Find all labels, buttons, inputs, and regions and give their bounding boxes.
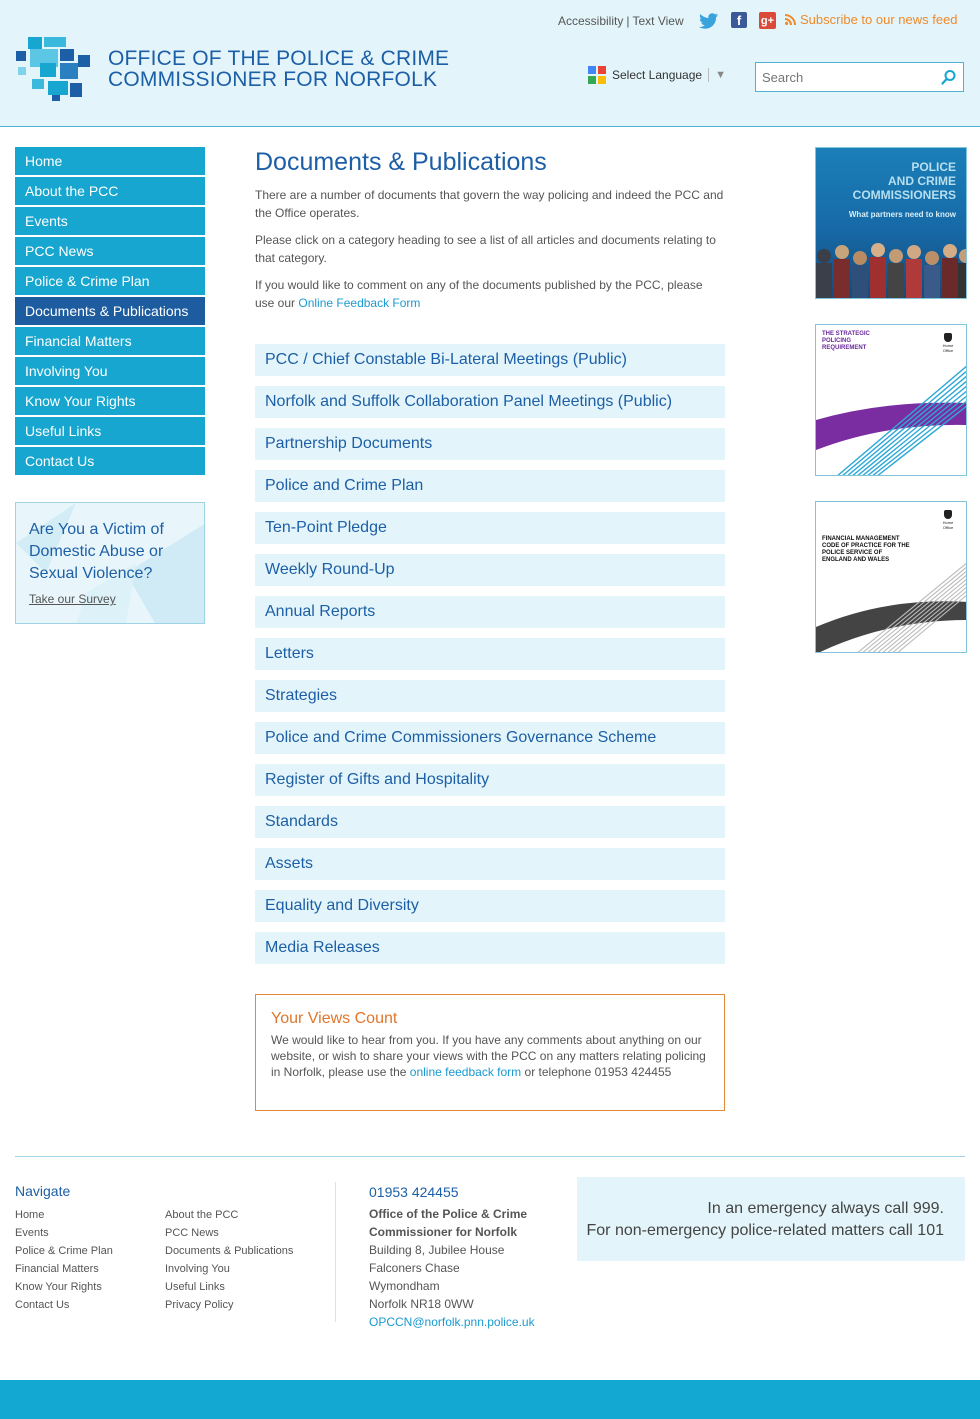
logo-line-2: COMMISSIONER FOR NORFOLK [108, 68, 438, 91]
take-survey-link[interactable]: Take our Survey [29, 592, 116, 606]
category-ten-point-pledge[interactable]: Ten-Point Pledge [255, 512, 725, 544]
category-standards[interactable]: Standards [255, 806, 725, 838]
nav-item-home[interactable]: Home [15, 147, 205, 175]
nav-item-financial-matters[interactable]: Financial Matters [15, 327, 205, 355]
doc3-swoosh-graphic [816, 502, 967, 653]
emergency-line-1: In an emergency always call 999. [707, 1200, 944, 1217]
category-assets[interactable]: Assets [255, 848, 725, 880]
logo-icon[interactable] [16, 37, 92, 101]
language-divider [708, 68, 709, 82]
footer-email-link[interactable]: OPCCN@norfolk.pnn.police.uk [369, 1315, 535, 1329]
address-line: Norfolk NR18 0WW [369, 1297, 474, 1311]
people-crowd-image [816, 236, 967, 299]
site-logo-text[interactable] [108, 48, 449, 90]
utility-links [558, 12, 684, 30]
category-weekly-round-up[interactable]: Weekly Round-Up [255, 554, 725, 586]
nav-item-contact-us[interactable]: Contact Us [15, 447, 205, 475]
address-line: Falconers Chase [369, 1261, 460, 1275]
footer-link-useful-links[interactable]: Useful Links [165, 1281, 225, 1293]
footer-link-pcc-news[interactable]: PCC News [165, 1227, 219, 1239]
category-governance-scheme[interactable]: Police and Crime Commissioners Governance Scheme [255, 722, 725, 754]
rss-icon [785, 14, 796, 25]
doc1-title [853, 160, 956, 202]
category-partnership-documents[interactable]: Partnership Documents [255, 428, 725, 460]
main-navigation [15, 147, 205, 477]
google-translate-icon [588, 66, 606, 84]
category-media-releases[interactable]: Media Releases [255, 932, 725, 964]
category-bilateral-meetings[interactable]: PCC / Chief Constable Bi-Lateral Meetings (Public) [255, 344, 725, 376]
category-equality-diversity[interactable]: Equality and Diversity [255, 890, 725, 922]
intro-paragraph-3 [255, 276, 725, 312]
doc2-swoosh-graphic [816, 325, 967, 476]
nav-item-pcc-news[interactable]: PCC News [15, 237, 205, 265]
emergency-line-2: For non-emergency police-related matters call 101 [586, 1222, 944, 1239]
intro-paragraph-2: Please click on a category heading to see a list of all articles and documents relating to that category. [255, 233, 716, 265]
nav-item-events[interactable]: Events [15, 207, 205, 235]
footer-link-home[interactable]: Home [15, 1209, 45, 1221]
footer-link-financial-matters[interactable]: Financial Matters [15, 1263, 99, 1275]
nav-item-know-your-rights[interactable]: Know Your Rights [15, 387, 205, 415]
category-list [255, 344, 725, 974]
search-box [755, 62, 964, 92]
category-letters[interactable]: Letters [255, 638, 725, 670]
doc-thumbnail-pcc-partners[interactable] [815, 147, 967, 299]
doc3-publisher: Home Office [942, 520, 954, 530]
footer-link-involving-you[interactable]: Involving You [165, 1263, 230, 1275]
category-strategies[interactable]: Strategies [255, 680, 725, 712]
views-text [271, 1032, 709, 1080]
site-header [0, 0, 980, 127]
language-selector[interactable] [588, 66, 726, 84]
category-police-crime-plan[interactable]: Police and Crime Plan [255, 470, 725, 502]
footer-link-contact-us[interactable]: Contact Us [15, 1299, 70, 1311]
footer-link-events[interactable]: Events [15, 1227, 49, 1239]
footer-link-police-crime-plan[interactable]: Police & Crime Plan [15, 1245, 113, 1257]
doc1-title-line-2: AND CRIME [888, 174, 956, 188]
footer-navigate-title: Navigate [15, 1183, 71, 1199]
footer-link-privacy-policy[interactable]: Privacy Policy [165, 1299, 234, 1311]
footer-link-about-the-pcc[interactable]: About the PCC [165, 1209, 239, 1221]
doc1-subtitle: What partners need to know [848, 210, 956, 219]
nav-item-involving-you[interactable]: Involving You [15, 357, 205, 385]
survey-promo[interactable] [15, 502, 205, 624]
category-annual-reports[interactable]: Annual Reports [255, 596, 725, 628]
logo-line-1: OFFICE OF THE POLICE & CRIME [108, 47, 450, 70]
footer-org-name: Office of the Police & Crime Commissioner for Norfolk [369, 1207, 528, 1239]
link-separator: | [626, 14, 630, 28]
search-input[interactable] [756, 63, 931, 91]
doc1-title-line-3: COMMISSIONERS [852, 188, 956, 202]
nav-item-documents-publications[interactable]: Documents & Publications [15, 297, 205, 325]
feedback-form-link[interactable]: online feedback form [409, 1065, 522, 1079]
doc1-title-line-1: POLICE [911, 160, 956, 174]
main-content [255, 147, 725, 312]
views-text-after: or telephone 01953 424455 [524, 1065, 672, 1079]
footer-column-divider [335, 1182, 336, 1322]
online-feedback-form-link[interactable]: Online Feedback Form [298, 296, 421, 310]
accessibility-link[interactable]: Accessibility [558, 14, 624, 28]
footer-nav-column-2 [165, 1206, 293, 1314]
footer-contact [369, 1183, 549, 1331]
your-views-count-box [255, 994, 725, 1111]
address-line: Building 8, Jubilee House [369, 1243, 505, 1257]
footer-link-documents-publications[interactable]: Documents & Publications [165, 1245, 294, 1257]
google-plus-icon[interactable]: g+ [759, 12, 776, 29]
facebook-icon[interactable]: f [731, 12, 747, 28]
promo-title: Are You a Victim of Domestic Abuse or Sexual Violence? [29, 521, 164, 582]
footer-bottom-bar [0, 1380, 980, 1419]
twitter-icon[interactable] [698, 12, 720, 30]
emergency-notice [577, 1177, 965, 1261]
intro-text [255, 186, 725, 312]
category-collaboration-panel[interactable]: Norfolk and Suffolk Collaboration Panel Meetings (Public) [255, 386, 725, 418]
footer-link-know-your-rights[interactable]: Know Your Rights [15, 1281, 102, 1293]
views-title: Your Views Count [271, 1010, 398, 1027]
intro-paragraph-3-text: If you would like to comment on any of the documents published by the PCC, please use our [255, 278, 703, 310]
text-view-link[interactable]: Text View [632, 14, 684, 28]
intro-paragraph-1: There are a number of documents that govern the way policing and indeed the PCC and the Office operates. [255, 188, 724, 220]
nav-item-useful-links[interactable]: Useful Links [15, 417, 205, 445]
address-line: Wymondham [369, 1279, 440, 1293]
footer-phone: 01953 424455 [369, 1184, 459, 1200]
nav-item-police-crime-plan[interactable]: Police & Crime Plan [15, 267, 205, 295]
doc3-title: FINANCIAL MANAGEMENT CODE OF PRACTICE FOR THE POLICE SERVICE OF ENGLAND AND WALES [822, 536, 910, 563]
views-text-before: We would like to hear from you. If you have any comments about anything on our website, or wish to share your views with the PCC on any matters relating policing in Norfolk, please use the [271, 1033, 706, 1079]
footer-divider [15, 1156, 965, 1157]
search-icon[interactable] [941, 69, 957, 85]
doc-thumbnail-strategic-policing[interactable] [815, 324, 967, 476]
news-feed-link[interactable] [785, 12, 958, 27]
doc-thumbnail-financial-management[interactable] [815, 501, 967, 653]
nav-item-about-the-pcc[interactable]: About the PCC [15, 177, 205, 205]
doc2-publisher: Home Office [942, 343, 954, 353]
subscribe-label: Subscribe to our news feed [800, 12, 958, 27]
category-gifts-hospitality[interactable]: Register of Gifts and Hospitality [255, 764, 725, 796]
chevron-down-icon: ▼ [715, 69, 726, 81]
footer-nav-column-1 [15, 1206, 113, 1314]
select-language-label: Select Language [612, 68, 703, 82]
doc2-title: THE STRATEGIC POLICING REQUIREMENT [822, 331, 870, 351]
page-title: Documents & Publications [255, 148, 547, 176]
